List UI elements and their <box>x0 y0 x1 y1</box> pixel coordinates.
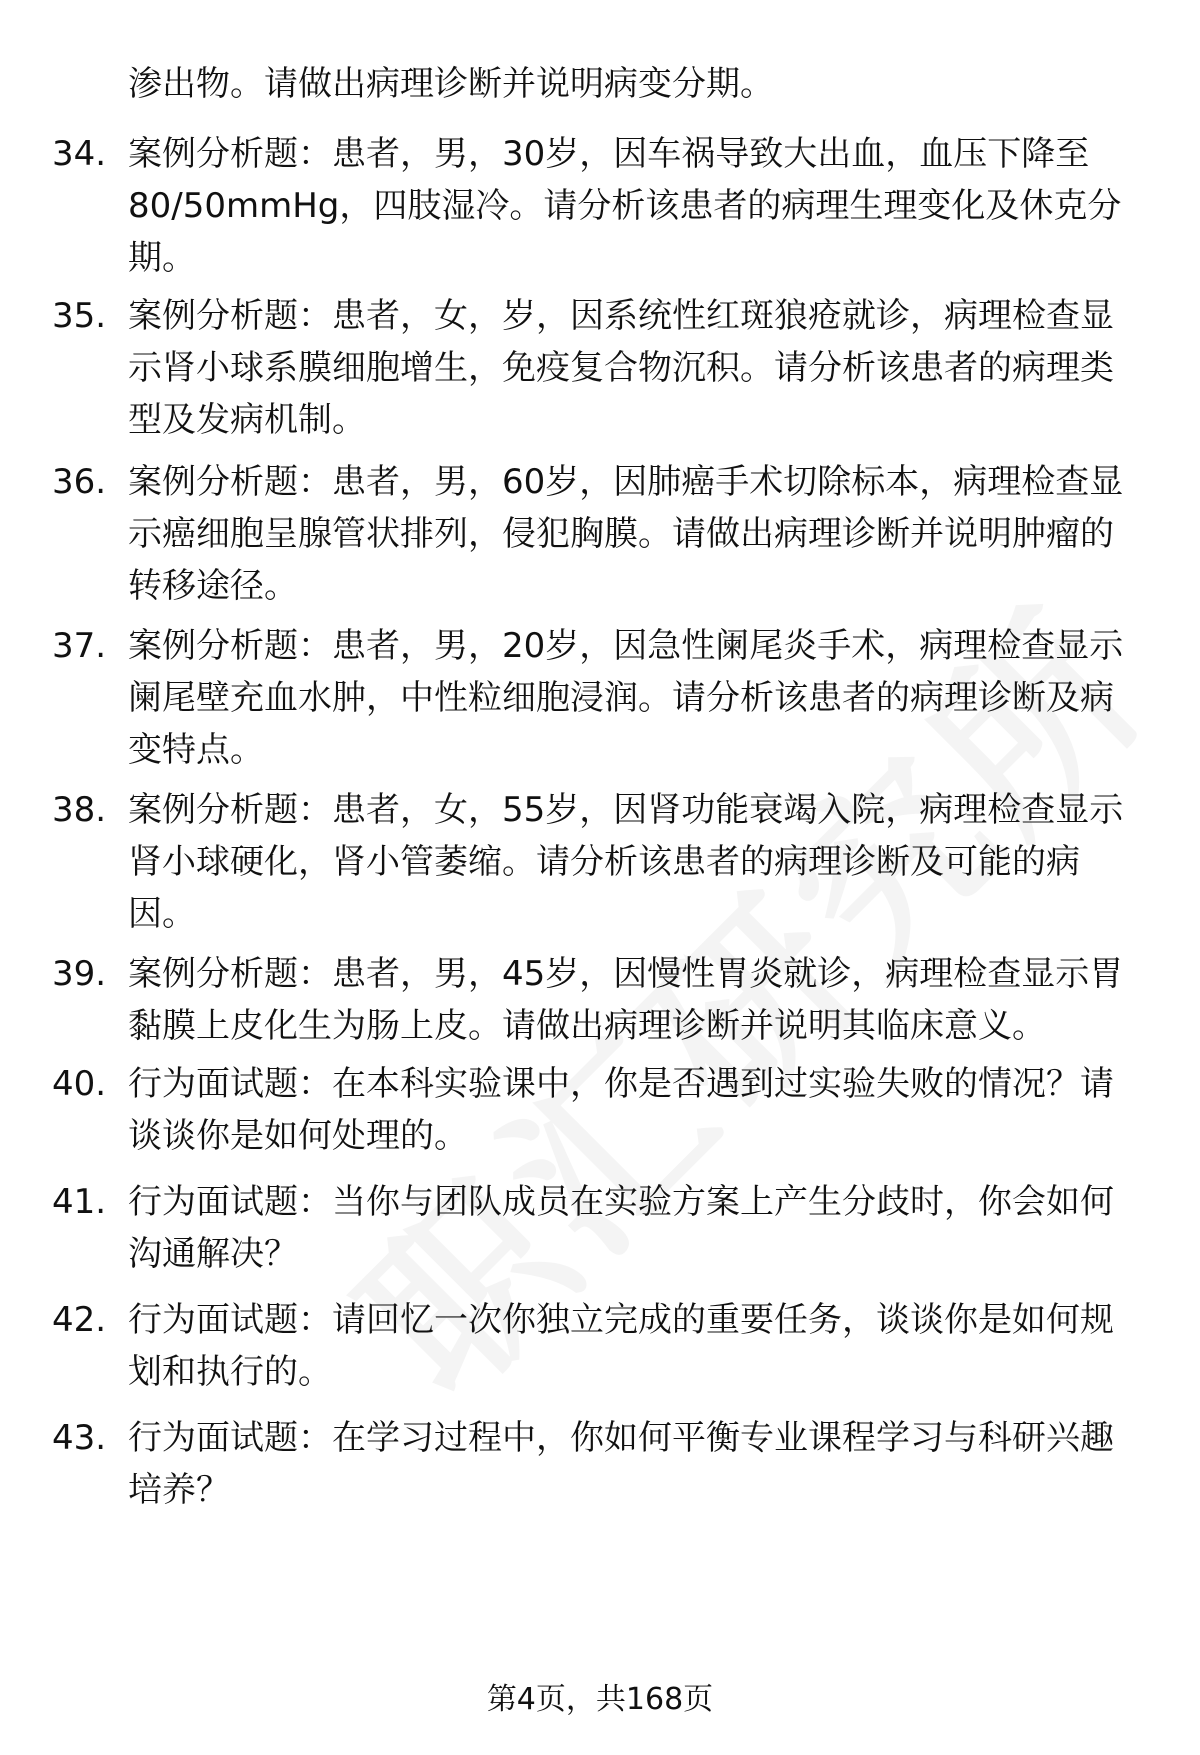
item-text: 行为面试题：请回忆一次你独立完成的重要任务，谈谈你是如何规划和执行的。 <box>128 1300 1114 1392</box>
list-item <box>52 620 1142 776</box>
item-text: 行为面试题：在本科实验课中，你是否遇到过实验失败的情况？请谈谈你是如何处理的。 <box>128 1064 1114 1156</box>
item-number: 40. <box>52 1064 107 1104</box>
item-number: 43. <box>52 1418 107 1458</box>
item-number: 42. <box>52 1300 107 1340</box>
item-text: 行为面试题：在学习过程中，你如何平衡专业课程学习与科研兴趣培养？ <box>128 1418 1114 1510</box>
list-item <box>52 1058 1142 1162</box>
item-number: 35. <box>52 296 107 336</box>
item-number: 38. <box>52 790 107 830</box>
list-item <box>52 1412 1142 1516</box>
item-text: 案例分析题：患者，女，55岁，因肾功能衰竭入院，病理检查显示肾小球硬化，肾小管萎缩。请分析该患者的病理诊断及可能的病因。 <box>128 790 1124 934</box>
item-number: 34. <box>52 134 107 174</box>
list-item <box>52 456 1142 612</box>
item-text: 案例分析题：患者，女，岁，因系统性红斑狼疮就诊，病理检查显示肾小球系膜细胞增生，免疫复合物沉积。请分析该患者的病理类型及发病机制。 <box>128 296 1114 440</box>
item-text: 案例分析题：患者，男，45岁，因慢性胃炎就诊，病理检查显示胃黏膜上皮化生为肠上皮。请做出病理诊断并说明其临床意义。 <box>128 954 1124 1046</box>
item-number: 41. <box>52 1182 107 1222</box>
item-text: 案例分析题：患者，男，20岁，因急性阑尾炎手术，病理检查显示阑尾壁充血水肿，中性粒细胞浸润。请分析该患者的病理诊断及病变特点。 <box>128 626 1124 770</box>
list-item <box>52 1176 1142 1280</box>
item-number: 36. <box>52 462 107 502</box>
item-text: 案例分析题：患者，男，60岁，因肺癌手术切除标本，病理检查显示癌细胞呈腺管状排列，侵犯胸膜。请做出病理诊断并说明肿瘤的转移途径。 <box>128 462 1124 606</box>
page-footer: 第4页，共168页 <box>486 1682 714 1717</box>
list-item <box>52 128 1142 284</box>
item-text: 行为面试题：当你与团队成员在实验方案上产生分歧时，你会如何沟通解决？ <box>128 1182 1114 1274</box>
item-text: 案例分析题：患者，男，30岁，因车祸导致大出血，血压下降至80/50mmHg，四肢湿冷。请分析该患者的病理生理变化及休克分期。 <box>128 134 1122 278</box>
list-item <box>52 948 1142 1052</box>
item-number: 39. <box>52 954 107 994</box>
list-item <box>52 784 1142 940</box>
list-item <box>52 1294 1142 1398</box>
item-number: 37. <box>52 626 107 666</box>
list-item <box>52 290 1142 446</box>
continued-text: 渗出物。请做出病理诊断并说明病变分期。 <box>128 64 774 104</box>
